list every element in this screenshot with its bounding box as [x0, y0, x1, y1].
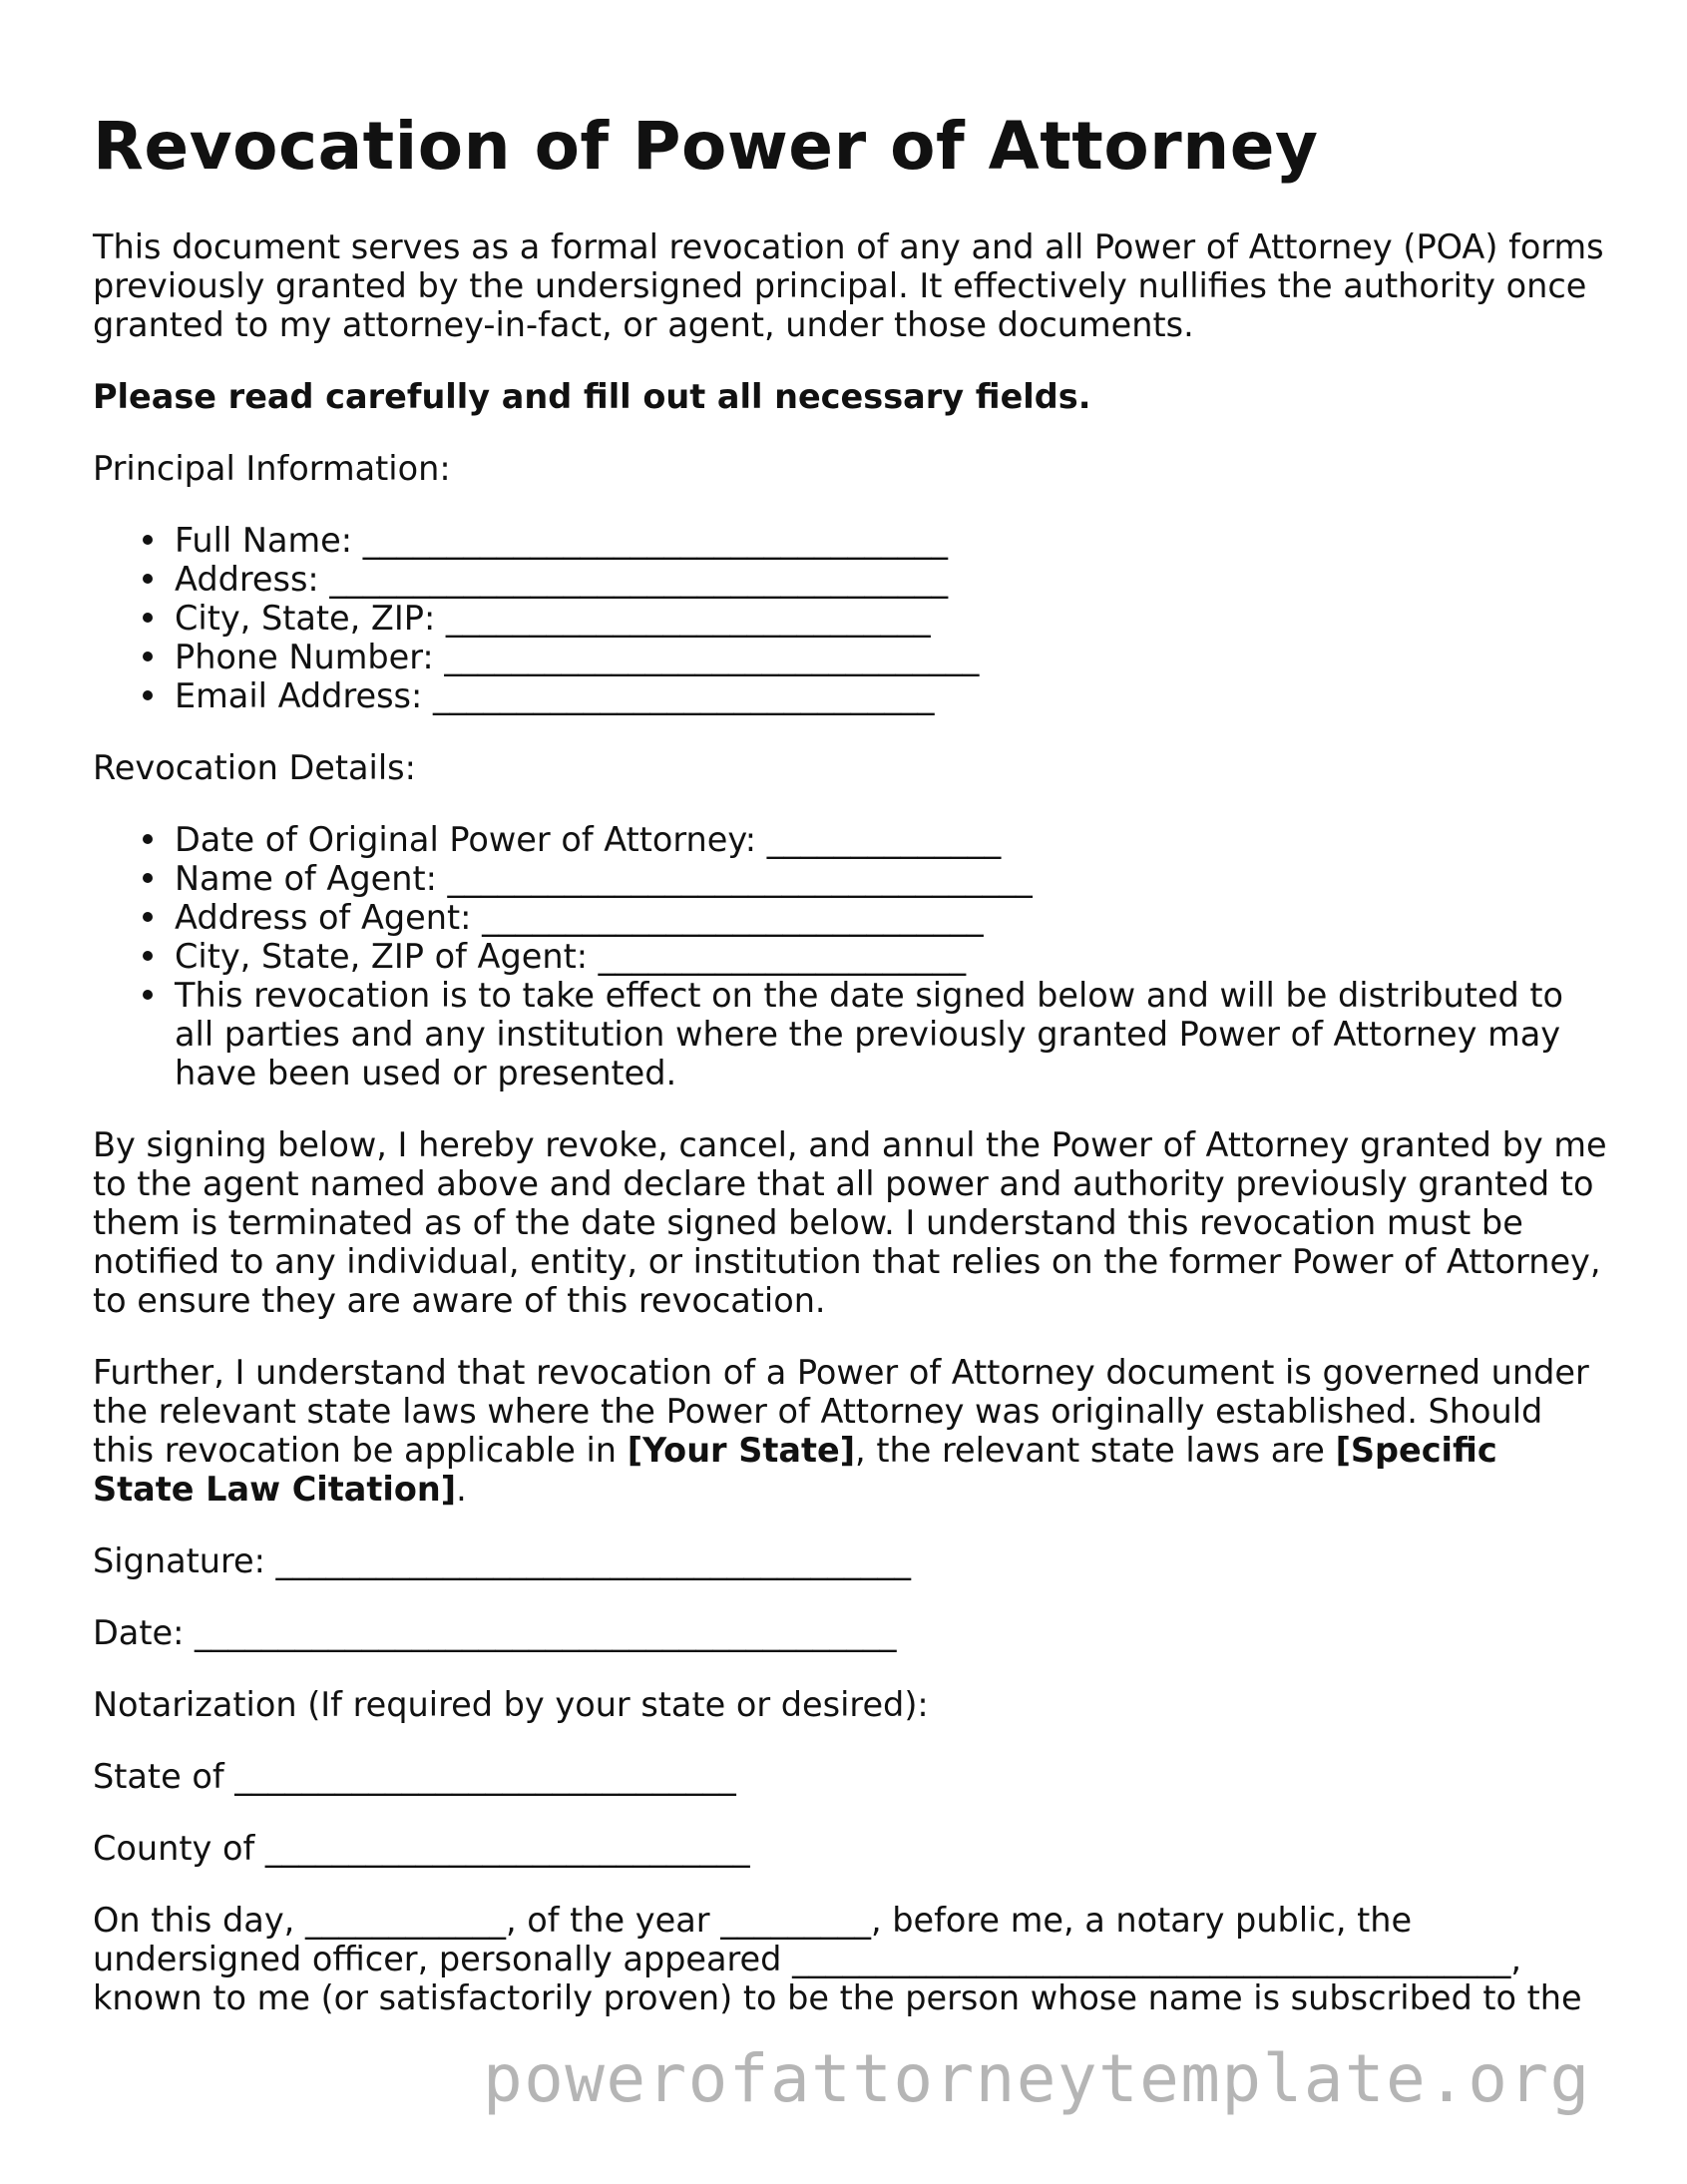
notarization-heading: Notarization (If required by your state or desired): [93, 1685, 929, 1724]
law-text-part2: , the relevant state laws are [855, 1431, 1336, 1470]
agent-address-field[interactable]: Address of Agent: ______________________________ [175, 898, 1609, 937]
state-placeholder: [Your State] [627, 1431, 856, 1470]
law-text-part3: . [456, 1470, 467, 1509]
email-address-field[interactable]: Email Address: ______________________________ [175, 676, 1609, 715]
declaration-paragraph: By signing below, I hereby revoke, cancel, and annul the Power of Attorney granted by me to the agent named above and declare that all power and authority previously granted to them is terminated as of the date signed below. I understand this revocation must be notified to any individual, entity, or institution that relies on the former Power of Attorney, to ensure they are aware of this revocation. [93, 1125, 1607, 1320]
revocation-heading: Revocation Details: [93, 748, 416, 787]
instruction-text: Please read carefully and fill out all necessary fields. [93, 377, 1091, 416]
revocation-field-list [93, 820, 1609, 1092]
full-name-field[interactable]: Full Name: ___________________________________ [175, 521, 1609, 560]
county-of-field[interactable]: County of _____________________________ [93, 1829, 750, 1868]
agent-name-field[interactable]: Name of Agent: ___________________________________ [175, 859, 1609, 898]
intro-paragraph: This document serves as a formal revocation of any and all Power of Attorney (POA) forms previously granted by the undersigned principal. It effectively nullifies the authority once granted to my attorney-in-fact, or agent, under those documents. [93, 227, 1604, 344]
city-state-zip-field[interactable]: City, State, ZIP: _____________________________ [175, 599, 1609, 638]
citation-placeholder: [Specific State Law Citation] [93, 1431, 1497, 1509]
agent-city-state-zip-field[interactable]: City, State, ZIP of Agent: ______________________ [175, 937, 1609, 976]
principal-heading: Principal Information: [93, 449, 451, 488]
document-title: Revocation of Power of Attorney [93, 108, 1319, 185]
effective-date-statement: This revocation is to take effect on the date signed below and will be distributed to all parties and any institution where the previously granted Power of Attorney may have been used or presented. [175, 976, 1609, 1092]
law-text-part1: Further, I understand that revocation of a Power of Attorney document is governed under the relevant state laws where the Power of Attorney was originally established. Should this revocation be applicable in [93, 1353, 1589, 1470]
phone-number-field[interactable]: Phone Number: ________________________________ [175, 638, 1609, 676]
address-field[interactable]: Address: _____________________________________ [175, 560, 1609, 599]
document-page [93, 108, 1609, 2017]
date-field[interactable]: Date: __________________________________________ [93, 1613, 897, 1652]
notary-paragraph: On this day, ____________, of the year _________, before me, a notary public, the undersigned officer, personally appeared ___________________________________________, known to me (or satisfactorily proven) to be the person whose name is subscribed to the [93, 1901, 1582, 2017]
signature-field[interactable]: Signature: ______________________________________ [93, 1541, 912, 1580]
state-of-field[interactable]: State of ______________________________ [93, 1757, 736, 1796]
principal-field-list [93, 521, 1609, 715]
original-poa-date-field[interactable]: Date of Original Power of Attorney: ______________ [175, 820, 1609, 859]
site-watermark: powerofattorneytemplate.org [483, 2040, 1591, 2117]
law-paragraph [93, 1353, 1609, 1509]
